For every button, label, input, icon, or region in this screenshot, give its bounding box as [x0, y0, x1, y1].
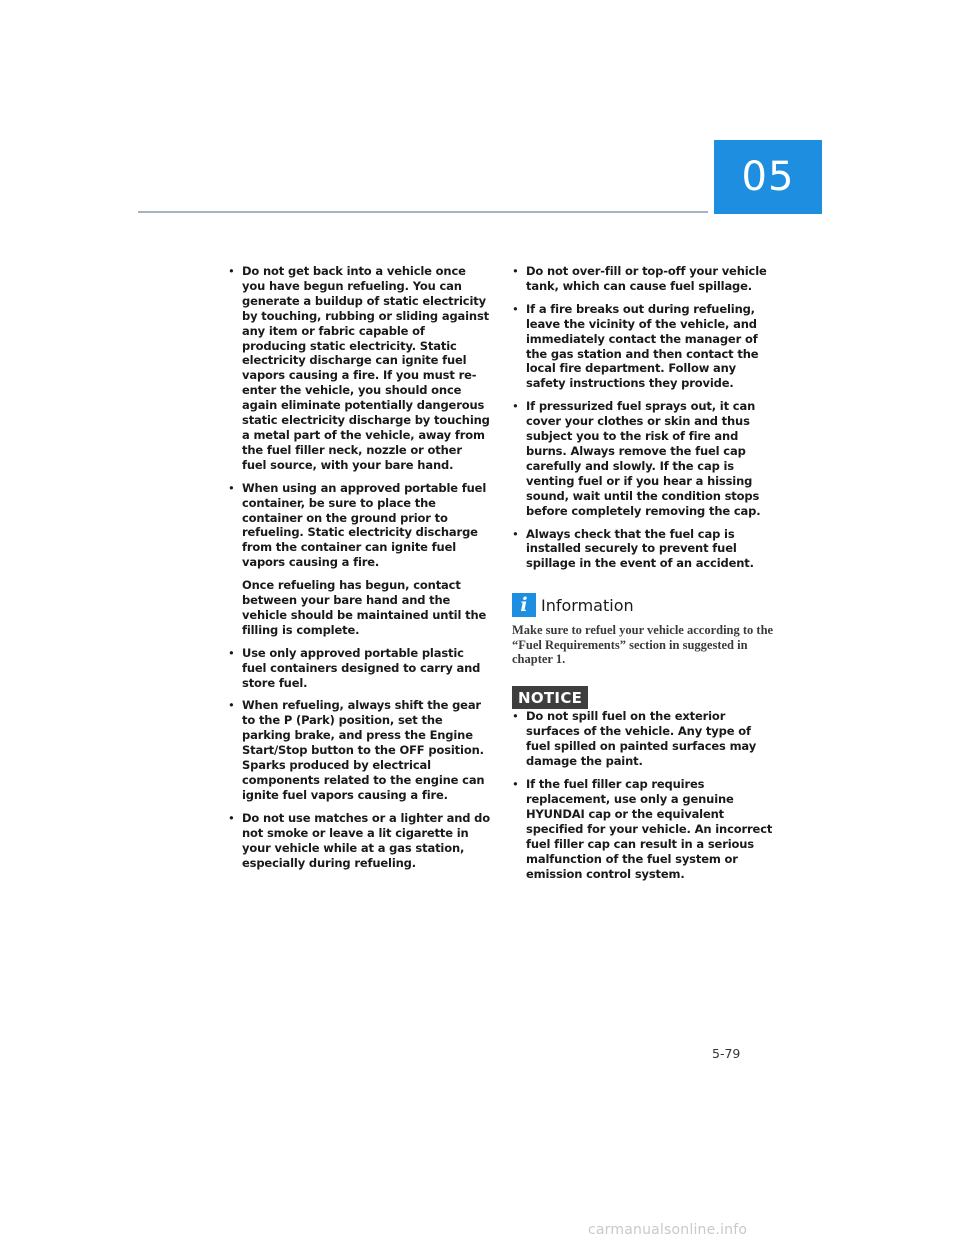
list-item-text: • Do not get back into a vehicle once you have begun refueling. You can generate a buildup of static electricity by touching, rubbing or sliding against any item or fabric capable of producing static electricity. Static electricity discharge can ignite fuel vapors causing a fire. If you must re-enter the vehicle, you should once again eliminate potentially dangerous static electricity discharge by touching a metal part of the vehicle, away from the fuel filler neck, nozzle or other fuel source, with your bare hand. [242, 264, 490, 472]
list-item-text: • Do not spill fuel on the exterior surfaces of the vehicle. Any type of fuel spilled on painted surfaces may damage the paint. [526, 709, 757, 769]
chapter-tab [714, 140, 822, 214]
header-rule [138, 211, 708, 213]
list-item-text: • Use only approved portable plastic fuel containers designed to carry and store fuel. [242, 645, 481, 690]
list-item [228, 264, 490, 473]
list-item [512, 527, 774, 572]
list-item-text: • Do not over-fill or top-off your vehicle tank, which can cause fuel spillage. [526, 264, 767, 293]
information-heading [512, 593, 774, 617]
page-number: 5-79 [712, 1046, 741, 1061]
list-item-text: • If pressurized fuel sprays out, it can cover your clothes or skin and thus subject you to the risk of fire and burns. Always remove the fuel cap carefully and slowly. If the cap is venting fuel or if you hear a hissing sound, wait until the condition stops before completely removing the cap. [526, 399, 761, 518]
watermark: carmanualsonline.info [588, 1222, 748, 1238]
list-item [512, 777, 774, 881]
list-item [228, 698, 490, 802]
list-item-text: • When refueling, always shift the gear to the P (Park) position, set the parking brake, and press the Engine Start/Stop button to the OFF position. Sparks produced by electrical components related to the engine can ignite fuel vapors causing a fire. [242, 698, 485, 802]
list-item-text: • When using an approved portable fuel container, be sure to place the container on the ground prior to refueling. Static electricity discharge from the container can ignite fuel vapors causing a fire. [242, 480, 487, 570]
chapter-number: 05 [741, 154, 795, 200]
list-item [512, 264, 774, 294]
list-item [512, 709, 774, 769]
list-item-text: • If a fire breaks out during refueling, leave the vicinity of the vehicle, and immediately contact the manager of the gas station and then contact the local fire department. Follow any safety instructions they provide. [526, 301, 759, 391]
list-item [228, 811, 490, 871]
list-item-text: • If the fuel filler cap requires replacement, use only a genuine HYUNDAI cap or the equivalent specified for your vehicle. An incorrect fuel filler cap can result in a serious malfunction of the fuel system or emission control system. [526, 777, 773, 881]
list-item-text: Once refueling has begun, contact between your bare hand and the vehicle should be maintained until the filling is complete. [242, 578, 487, 637]
information-text: Make sure to refuel your vehicle according to the “Fuel Requirements” section in suggested in chapter 1. [512, 623, 774, 667]
right-bullet-list [512, 264, 774, 571]
list-item [512, 302, 774, 391]
list-item-text: • Always check that the fuel cap is installed securely to prevent fuel spillage in the event of an accident. [526, 526, 754, 571]
information-title: Information [541, 595, 634, 615]
list-item [228, 481, 490, 638]
list-item-text: • Do not use matches or a lighter and do not smoke or leave a lit cigarette in your vehicle while at a gas station, especially during refueling. [242, 810, 490, 870]
right-column [512, 264, 774, 889]
notice-bullet-list [512, 709, 774, 881]
list-item [228, 646, 490, 691]
info-icon: i [512, 593, 536, 617]
left-column [228, 264, 490, 878]
list-item [512, 399, 774, 518]
left-bullet-list [228, 264, 490, 870]
notice-badge: NOTICE [512, 686, 588, 709]
